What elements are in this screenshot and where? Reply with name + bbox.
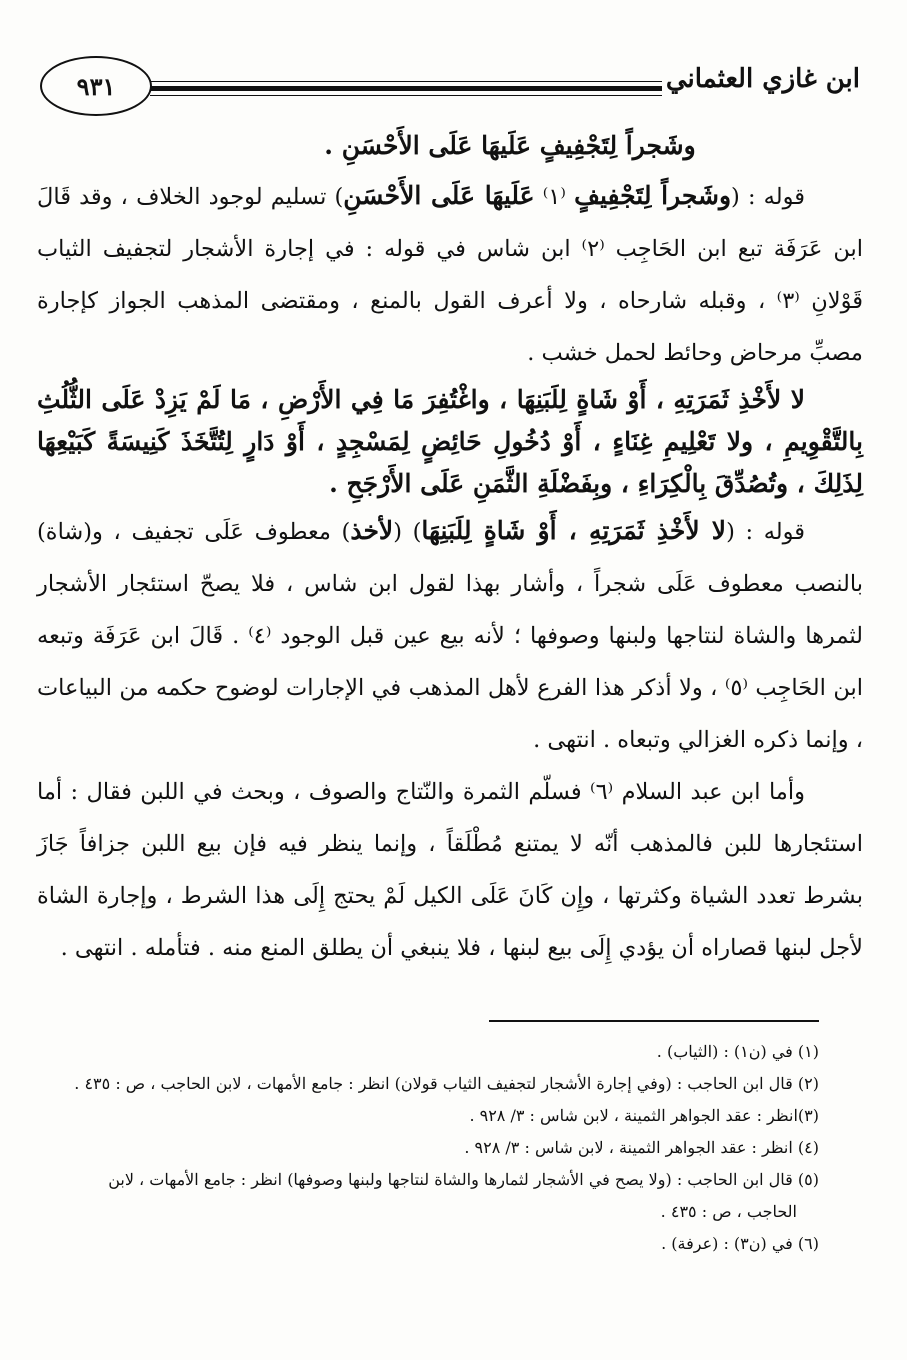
commentary-text: ) معطوف عَلَى تجفيف ، و(شاة) بالنصب معطوف عَلَى شجراً ، وأشار بهذا لقول ابن شاس ، فلا يصحّ استئجار الأشجار لثمرها والشاة لنتاجها ولبنها وصوفها ؛ لأنه بيع عين قبل الوجود ⁽٤⁾ . قَالَ ابن عَرَفَة وتبعه ابن الحَاجِب ⁽٥⁾ ، ولا أذكر هذا الفرع لأهل المذهب في الإجارات لوضوح حكمه من البياعات ، وإنما ذكره الغزالي وتبعاه . انتهى .	[37, 519, 863, 753]
commentary-paragraph-3: وأما ابن عبد السلام ⁽٦⁾ فسلّم الثمرة والنّتاج والصوف ، وبحث في اللبن فقال : أما استئجارها للبن فالمذهب أنّه لا يمتنع مُطْلَقاً ، وإنما ينظر فيه فإن بيع اللبن جزافاً جَازَ بشرط تعدد الشياة وكثرتها ، وإِن كَانَ عَلَى الكيل لَمْ يحتج إِلَى هذا الشرط ، وإجارة الشاة لأجل لبنها قصاراه أن يؤدي إِلَى بيع لبنها ، فلا ينبغي أن يطلق المنع منه . فتأمله . انتهى .	[37, 779, 863, 961]
page-number: ٩٣١	[76, 71, 116, 101]
footnote-6: (٦) في (ن٣) : (عرفة) .	[661, 1234, 819, 1253]
commentary-paragraph-1	[37, 170, 863, 379]
quoted-matn: وشَجراً لِتَجْفِيفٍ	[574, 181, 732, 210]
footnote-separator	[489, 1020, 819, 1022]
quote-open: قوله : (	[726, 519, 805, 545]
footnote-5: (٥) قال ابن الحاجب : (ولا يصح في الأشجار لثمارها والشاة لنتاجها ولبنها وصوفها) انظر : جامع الأمهات ، لابن	[108, 1170, 819, 1189]
commentary-text: ) تسليم لوجود الخلاف ، وقد قَالَ ابن عَرَفَة تبع ابن الحَاجِب ⁽٢⁾ ابن شاس في قوله : في إجارة الأشجار لتجفيف الثياب قَوْلانِ ⁽٣⁾ ، وقبله شارحاه ، ولا أعرف القول بالمنع ، ومقتضى المذهب الجواز كإجارة مصبِّ مرحاض وحائط لحمل خشب .	[37, 184, 863, 366]
main-text	[37, 122, 863, 974]
footnote-5-continued: الحاجب ، ص : ٤٣٥ .	[660, 1202, 797, 1221]
footnote-2: (٢) قال ابن الحاجب : (وفي إجارة الأشجار لتجفيف الثياب قولان) انظر : جامع الأمهات ، لابن الحاجب ، ص : ٤٣٥ .	[74, 1074, 819, 1093]
footnote-ref: ⁽١⁾	[534, 184, 575, 210]
page-number-badge	[40, 56, 152, 116]
quoted-matn: عَلَيهَا عَلَى الأَحْسَنِ	[343, 181, 535, 210]
matn-line-1: وشَجراً لِتَجْفِيفٍ عَلَيهَا عَلَى الأَحْسَنِ .	[324, 131, 696, 160]
footnote-1: (١) في (ن١) : (الثياب) .	[656, 1042, 819, 1061]
header-rule	[150, 86, 662, 91]
quote-open: قوله : (	[731, 184, 805, 210]
footnotes	[39, 1036, 819, 1260]
separator: ) (	[393, 519, 422, 545]
matn-paragraph: لا لأَخْذِ ثَمَرَتِهِ ، أَوْ شَاةٍ لِلَبَنِهَا ، واغْتُفِرَ مَا فِي الأَرْضِ ، مَا لَمْ يَزِدْ عَلَى الثُّلُثِ بِالتَّقْوِيمِ ، ولا تَعْلِيمِ غِنَاءٍ ، أَوْ دُخُولِ حَائِضٍ لِمَسْجِدٍ ، أَوْ دَارٍ لِتُتَّخَذَ كَنِيسَةً كَبَيْعِهَا لِذَلِكَ ، وتُصُدِّقَ بِالْكِرَاءِ ، وبِفَضْلَةِ الثَّمَنِ عَلَى الأَرْجَحِ .	[37, 385, 863, 498]
quoted-matn: لا لأَخْذِ ثَمَرَتِهِ ، أَوْ شَاةٍ لِلَبَنِهَا	[421, 516, 727, 545]
footnote-3: (٣)انظر : عقد الجواهر الثمينة ، لابن شاس : ٣/ ٩٢٨ .	[469, 1106, 819, 1125]
footnote-4: (٤) انظر : عقد الجواهر الثمينة ، لابن شاس : ٣/ ٩٢٨ .	[464, 1138, 819, 1157]
page-header	[40, 56, 860, 116]
running-title: ابن غازي العثماني	[665, 64, 860, 94]
quoted-word: لأخذ	[350, 516, 394, 545]
commentary-paragraph-2	[37, 505, 863, 766]
